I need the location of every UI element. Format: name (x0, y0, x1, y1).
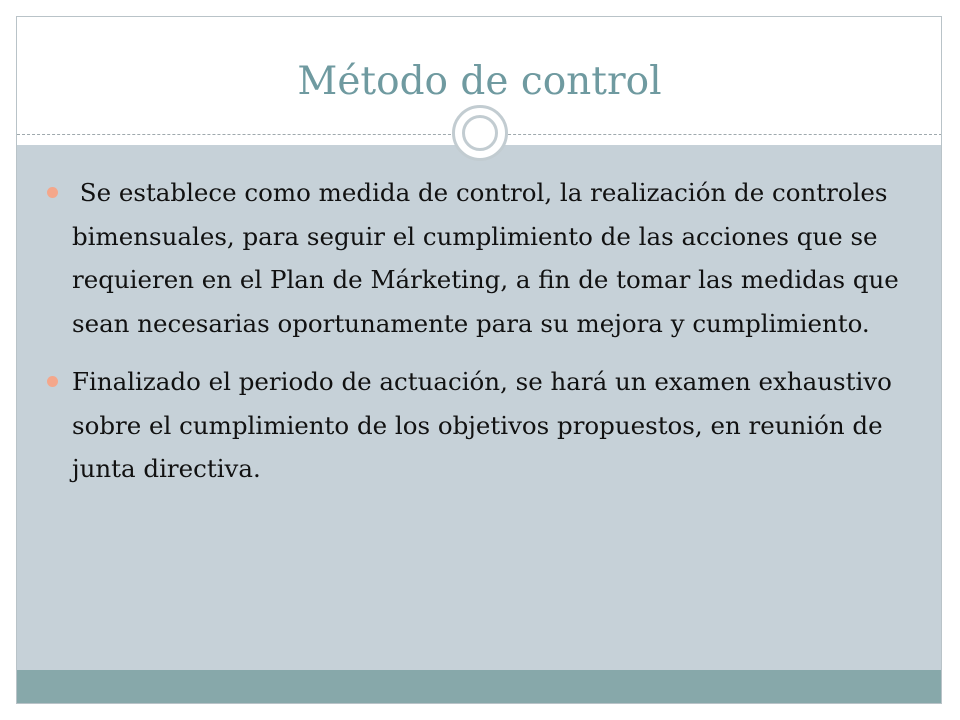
bullet-list (72, 171, 912, 505)
bullet-text: Finalizado el periodo de actuación, se hará un examen exhaustivo sobre el cumplimiento de los objetivos propuestos, en reunión de junta directiva. (72, 366, 892, 484)
ring-inner (462, 115, 498, 151)
bullet-dot-icon (47, 187, 58, 198)
bullet-text: Se establece como medida de control, la realización de controles bimensuales, para seguir el cumplimiento de las acciones que se requieren en el Plan de Márketing, a fin de tomar las medidas que sean necesarias oportunamente para su mejora y cumplimiento. (72, 178, 907, 339)
ring-icon (452, 105, 508, 161)
bullet-dot-icon (47, 376, 58, 387)
bullet-item (72, 171, 912, 346)
bullet-item (72, 360, 912, 491)
slide-title: Método de control (297, 59, 662, 104)
